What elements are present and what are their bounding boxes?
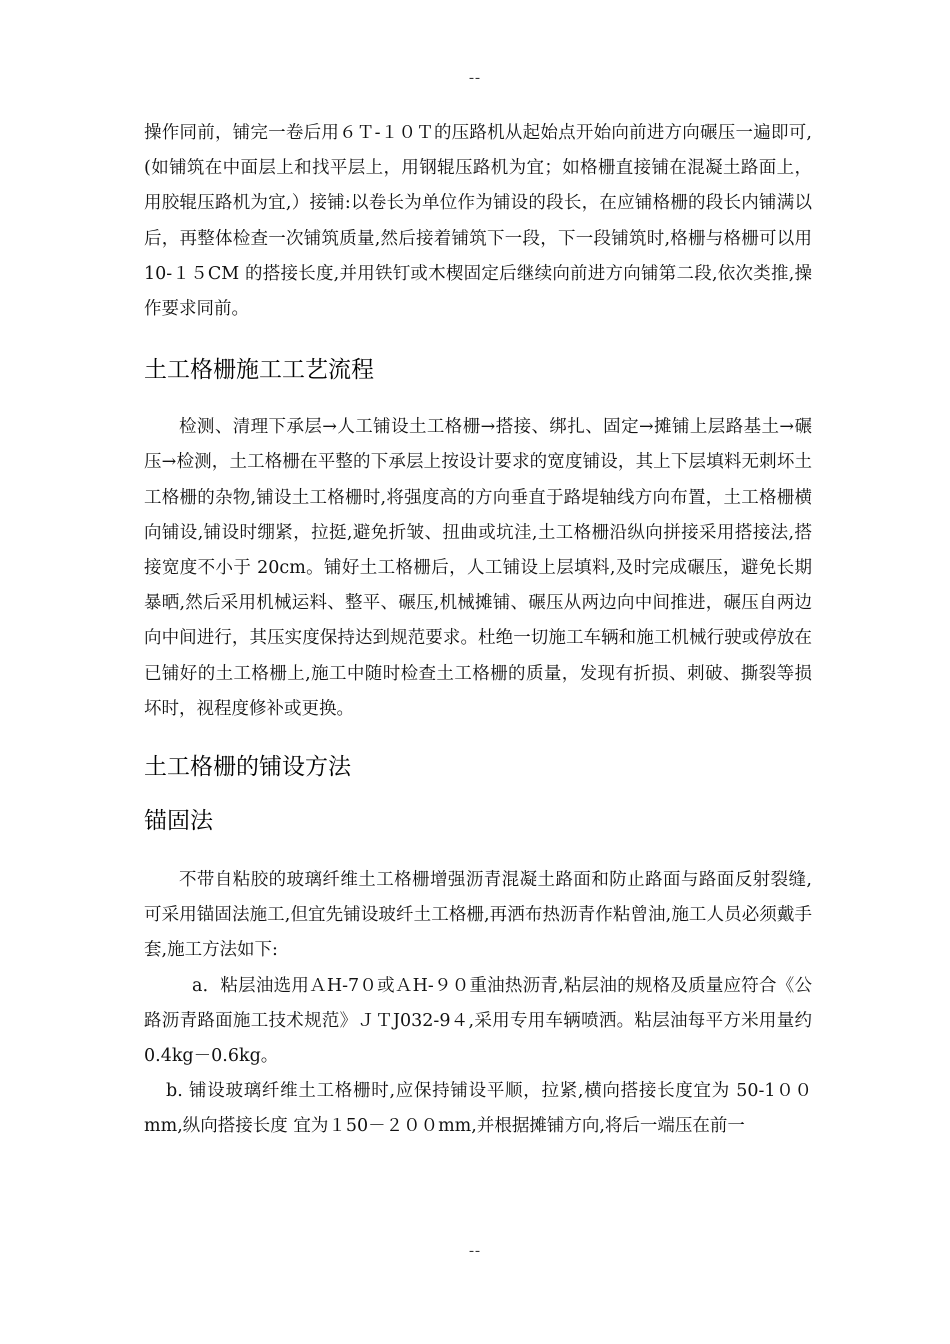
anchor-intro-paragraph: 不带自粘胶的玻璃纤维土工格栅增强沥青混凝土路面和防止路面与路面反射裂缝,可采用锚固法施工,但宜先铺设玻纤土工格栅,再洒布热沥青作粘曾油,施工人员必须戴手套,施工方法如下:: [144, 870, 812, 961]
process-paragraph: 检测、清理下承层→人工铺设土工格栅→搭接、绑扎、固定→摊铺上层路基土→碾压→检测，土工格栅在平整的下承层上按设计要求的宽度铺设，其上下层填料无刺坏土工格栅的杂物,铺设土工格栅时,将强度高的方向垂直于路堤轴线方向布置，土工格栅横向铺设,铺设时绷紧，拉挺,避免折皱、扭曲或坑洼,土工格栅沿纵向拼接采用搭接法,搭接宽度不小于 20cm。铺好土工格栅后，人工铺设上层填料,及时完成碾压，避免长期暴晒,然后采用机械运料、整平、碾压,机械摊铺、碾压从两边向中间推进，碾压自两边向中间进行，其压实度保持达到规范要求。杜绝一切施工车辆和施工机械行驶或停放在已铺好的土工格栅上,施工中随时检查土工格栅的质量，发现有折损、刺破、撕裂等损坏时，视程度修补或更换。: [144, 417, 812, 719]
process-heading: 土工格栅施工工艺流程: [144, 357, 374, 384]
document-body: [144, 116, 812, 1145]
item-b-paragraph: b. 铺设玻璃纤维土工格栅时,应保持铺设平顺，拉紧,横向搭接长度宜为 50-1００mm,纵向搭接长度 宜为１50－２００mm,并根据摊铺方向,将后一端压在前一: [144, 1081, 812, 1137]
anchor-method-heading: 锚固法: [144, 808, 213, 835]
intro-paragraph: 操作同前，铺完一卷后用６Ｔ-１０Ｔ的压路机从起始点开始向前进方向碾压一遍即可,(如铺筑在中面层上和找平层上，用钢辊压路机为宜；如格栅直接铺在混凝土路面上，用胶辊压路机为宜,）接铺:以卷长为单位作为铺设的段长，在应铺格栅的段长内铺满以后，再整体检查一次铺筑质量,然后接着铺筑下一段，下一段铺筑时,格栅与格栅可以用 10-１５CM 的搭接长度,并用铁钉或木楔固定后继续向前进方向铺第二段,依次类推,操作要求同前。: [144, 123, 812, 320]
page-marker-top: --: [469, 70, 481, 86]
item-a-paragraph: a．粘层油选用ＡH-7０或ＡH-９０重油热沥青,粘层油的规格及质量应符合《公路沥青路面施工技术规范》ＪＴJ032-9４,采用专用车辆喷洒。粘层油每平方米用量约 0.4kg－0.6kg。: [144, 975, 812, 1067]
page-marker-bottom: --: [469, 1243, 481, 1259]
method-heading: 土工格栅的铺设方法: [144, 754, 351, 781]
